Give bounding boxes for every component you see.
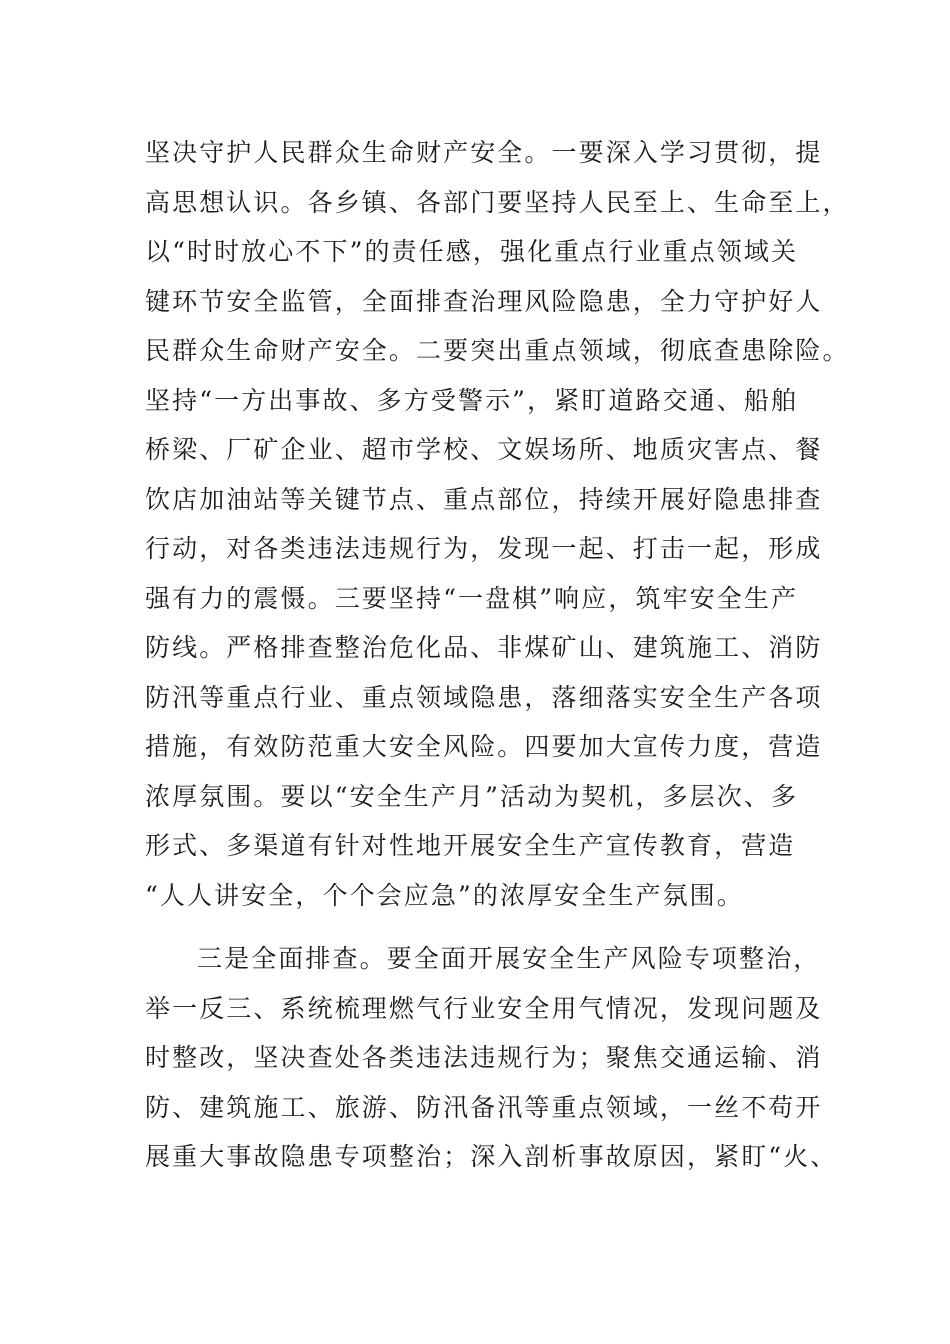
text-line: 举一反三、系统梳理燃气行业安全用气情况，发现问题及	[145, 994, 823, 1023]
text-line: 防汛等重点行业、重点领域隐患，落细落实安全生产各项	[145, 683, 823, 712]
text-line: 坚持“一方出事故、多方受警示”，紧盯道路交通、船舶	[145, 386, 799, 415]
text-line: 强有力的震慑。三要坚持“一盘棋”响应，筑牢安全生产	[145, 584, 799, 613]
paragraph-first-line: 三是全面排查。要全面开展安全生产风险专项整治，	[197, 944, 821, 973]
text-line: 行动，对各类违法违规行为，发现一起、打击一起，形成	[145, 534, 823, 563]
text-line: 键环节安全监管，全面排查治理风险隐患，全力守护好人	[145, 287, 823, 316]
text-line: 高思想认识。各乡镇、各部门要坚持人民至上、生命至上，	[145, 188, 850, 217]
text-line: 以“时时放心不下”的责任感，强化重点行业重点领域关	[145, 237, 799, 266]
text-line: “人人讲安全，个个会应急”的浓厚安全生产氛围。	[145, 881, 744, 910]
text-line: 饮店加油站等关键节点、重点部位，持续开展好隐患排查	[145, 485, 823, 514]
text-line: 措施，有效防范重大安全风险。四要加大宣传力度，营造	[145, 732, 823, 761]
text-line: 坚决守护人民群众生命财产安全。一要深入学习贯彻，提	[145, 138, 823, 167]
text-line: 桥梁、厂矿企业、超市学校、文娱场所、地质灾害点、餐	[145, 435, 823, 464]
text-line: 时整改，坚决查处各类违法违规行为；聚焦交通运输、消	[145, 1043, 823, 1072]
text-line: 民群众生命财产安全。二要突出重点领域，彻底查患除险。	[145, 336, 850, 365]
text-line: 浓厚氛围。要以“安全生产月”活动为契机，多层次、多	[145, 782, 799, 811]
text-line: 防、建筑施工、旅游、防汛备汛等重点领域，一丝不苟开	[145, 1093, 823, 1122]
text-line: 展重大事故隐患专项整治；深入剖析事故原因，紧盯“火、	[145, 1142, 838, 1171]
text-line: 防线。严格排查整治危化品、非煤矿山、建筑施工、消防	[145, 633, 823, 662]
text-line: 形式、多渠道有针对性地开展安全生产宣传教育，营造	[145, 831, 796, 860]
